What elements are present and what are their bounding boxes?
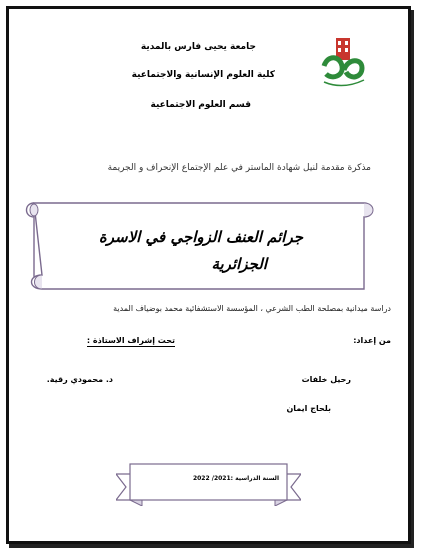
memo-line: مذكرة مقدمة لنيل شهادة الماستر في علم الإجتماع الإنحراف و الجريمة xyxy=(107,163,371,173)
department-name: قسم العلوم الاجتماعية xyxy=(150,100,251,110)
university-logo-icon xyxy=(318,36,368,88)
thesis-title-line-1: جرائم العنف الزواجي في الاسرة xyxy=(98,228,303,246)
academic-year: السنة الدراسية :2021/ 2022 xyxy=(192,475,279,482)
university-name: جامعة يحيى فارس بالمدية xyxy=(140,42,256,52)
prepared-by-label: من إعداد: xyxy=(353,336,391,345)
student-name-2: بلحاج ايمان xyxy=(286,404,331,413)
supervisor-label: تحت إشراف الاستاذة : xyxy=(86,336,175,345)
academic-year-ribbon xyxy=(116,460,301,506)
faculty-name: كلية العلوم الإنسانية والاجتماعية xyxy=(131,70,275,80)
study-description: دراسة ميدانية بمصلحة الطب الشرعي ، المؤسسة الاستشفائية محمد بوضياف المدية xyxy=(113,304,391,313)
thesis-title-line-2: الجزائرية xyxy=(211,255,267,273)
supervisor-name: د. محمودي رقية. xyxy=(46,375,113,384)
student-name-1: رحيل خلفات xyxy=(301,375,351,384)
